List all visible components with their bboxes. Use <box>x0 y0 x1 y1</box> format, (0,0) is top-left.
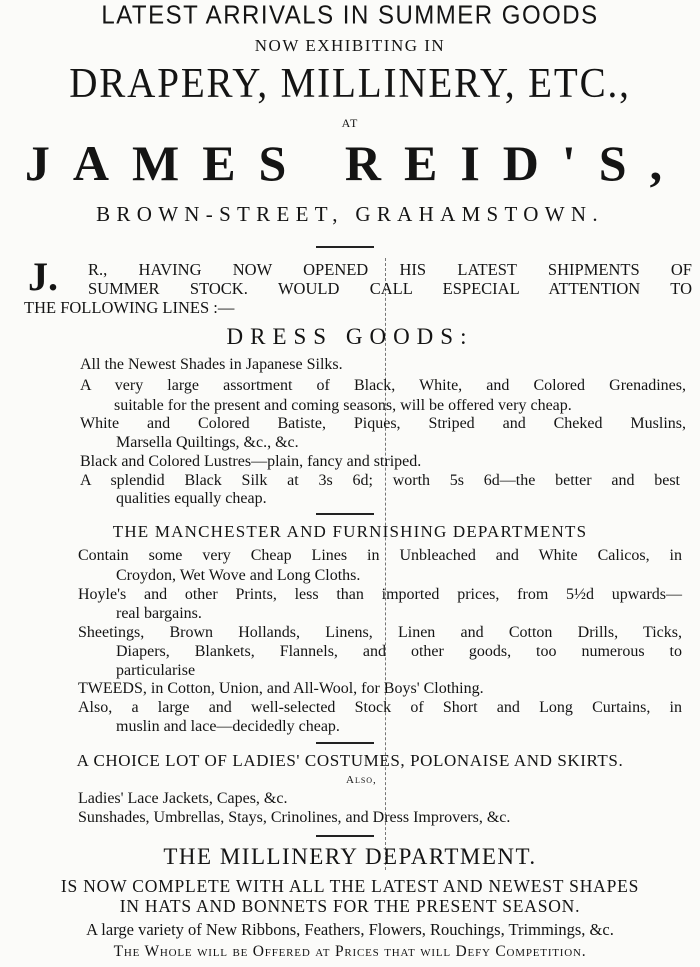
list-item: muslin and lace—decidedly cheap. <box>116 718 340 735</box>
section-heading-dress-goods: DRESS GOODS: <box>226 324 474 349</box>
list-item: Hoyle's and other Prints, less than imported prices, from 5½d upwards— <box>78 586 682 603</box>
list-item: All the Newest Shades in Japanese Silks. <box>80 356 343 373</box>
list-item: Black and Colored Lustres—plain, fancy and striped. <box>80 453 422 470</box>
closing-line: The Whole will be Offered at Prices that will Defy Competition. <box>113 943 587 960</box>
divider-rule <box>316 835 374 837</box>
list-item: Also, a large and well-selected Stock of Short and Long Curtains, in <box>78 699 682 716</box>
merchant-name: JAMES REID'S, <box>24 135 686 191</box>
header-line-drapery: DRAPERY, MILLINERY, ETC., <box>69 61 631 107</box>
section-heading-costumes: A CHOICE LOT OF LADIES' COSTUMES, POLONAISE AND SKIRTS. <box>76 751 624 770</box>
list-item: A very large assortment of Black, White, and Colored Grenadines, <box>80 377 686 394</box>
also-label: Also, <box>346 774 377 786</box>
divider-rule <box>316 246 374 248</box>
divider-rule <box>316 513 374 515</box>
intro-line: SUMMER STOCK. WOULD CALL ESPECIAL ATTENTION TO <box>88 279 692 298</box>
millinery-line: A large variety of New Ribbons, Feathers, Flowers, Rouchings, Trimmings, &c. <box>86 920 614 939</box>
millinery-line: IN HATS AND BONNETS FOR THE PRESENT SEASON. <box>119 896 581 916</box>
list-item: Marsella Quiltings, &c., &c. <box>116 434 299 451</box>
header-line-arrivals: LATEST ARRIVALS IN SUMMER GOODS <box>101 0 599 31</box>
merchant-address: BROWN-STREET, GRAHAMSTOWN. <box>96 202 604 226</box>
list-item: Ladies' Lace Jackets, Capes, &c. <box>78 790 288 807</box>
list-item: real bargains. <box>116 605 202 622</box>
section-heading-manchester: THE MANCHESTER AND FURNISHING DEPARTMENTS <box>112 522 588 541</box>
list-item: Sunshades, Umbrellas, Stays, Crinolines, and Dress Improvers, &c. <box>78 809 511 826</box>
list-item: Diapers, Blankets, Flannels, and other goods, too numerous to <box>116 643 682 660</box>
section-heading-millinery: THE MILLINERY DEPARTMENT. <box>163 844 537 869</box>
list-item: qualities equally cheap. <box>116 490 267 507</box>
divider-rule <box>316 742 374 744</box>
list-item: particularise <box>116 662 196 679</box>
list-item: suitable for the present and coming seasons, will be offered very cheap. <box>114 397 572 414</box>
intro-line: R., HAVING NOW OPENED HIS LATEST SHIPMENTS OF <box>88 260 692 279</box>
list-item: Croydon, Wet Wove and Long Cloths. <box>116 567 361 584</box>
header-line-exhibiting: NOW EXHIBITING IN <box>254 36 446 55</box>
millinery-line: IS NOW COMPLETE WITH ALL THE LATEST AND NEWEST SHAPES <box>60 876 640 896</box>
list-item: TWEEDS, in Cotton, Union, and All-Wool, for Boys' Clothing. <box>78 680 484 697</box>
intro-line: THE FOLLOWING LINES :— <box>24 298 235 317</box>
list-item: White and Colored Batiste, Piques, Striped and Cheked Muslins, <box>80 415 686 432</box>
intro-dropcap: J. <box>28 254 58 299</box>
header-line-at: AT <box>341 116 359 130</box>
list-item: A splendid Black Silk at 3s 6d; worth 5s 6d—the better and best <box>80 472 680 489</box>
list-item: Contain some very Cheap Lines in Unbleached and White Calicos, in <box>78 547 682 564</box>
list-item: Sheetings, Brown Hollands, Linens, Linen and Cotton Drills, Ticks, <box>78 624 682 641</box>
